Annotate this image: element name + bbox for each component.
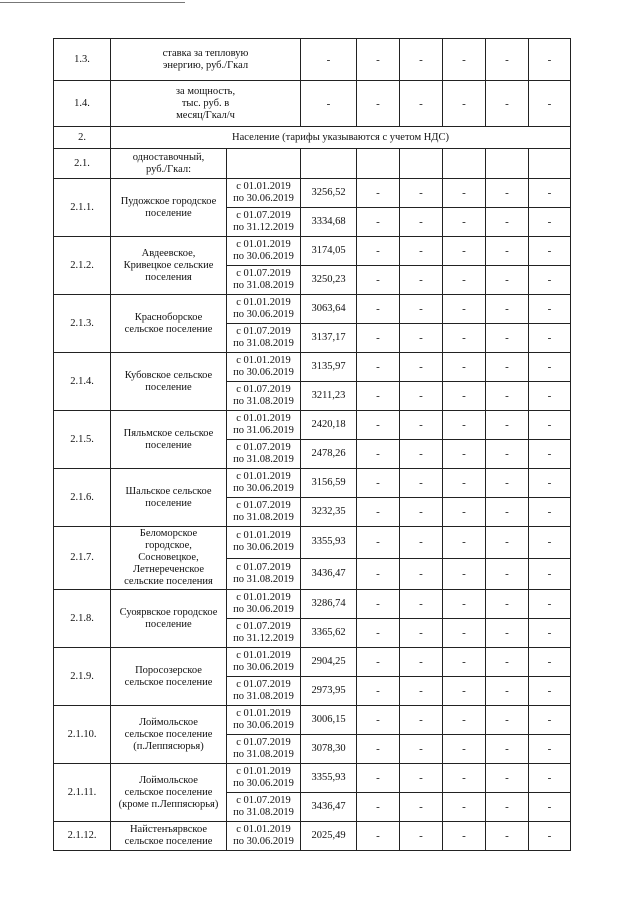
settlement-name: Лоймольское сельское поселение (п.Леппясюрья) [111,706,227,764]
dash-cell: - [529,498,571,527]
settlement-name: Суоярвское городское поселение [111,590,227,648]
tariff-value: 3135,97 [301,353,357,382]
dash-cell: - [400,440,443,469]
dash-cell: - [443,179,486,208]
dash-cell: - [443,764,486,793]
dash-cell: - [357,411,400,440]
header-rule [0,2,185,3]
tariff-value: 2025,49 [301,822,357,851]
dash-cell: - [529,208,571,237]
dash-cell: - [529,39,571,81]
tariff-value: 3211,23 [301,382,357,411]
settlement-name: Красноборское сельское поселение [111,295,227,353]
row-name: ставка за тепловую энергию, руб./Гкал [111,39,301,81]
period-cell: с 01.07.2019 по 31.08.2019 [227,440,301,469]
dash-cell: - [400,706,443,735]
period-cell: с 01.01.2019 по 30.06.2019 [227,527,301,559]
settlement-name: Пяльмское сельское поселение [111,411,227,469]
dash-cell: - [357,648,400,677]
dash-cell: - [443,706,486,735]
dash-cell: - [529,648,571,677]
period-cell: с 01.07.2019 по 31.12.2019 [227,208,301,237]
dash-cell: - [486,411,529,440]
dash-cell: - [400,295,443,324]
dash-cell: - [443,648,486,677]
dash-cell: - [486,677,529,706]
dash-cell: - [357,793,400,822]
row-number: 2.1.10. [54,706,111,764]
dash-cell: - [357,498,400,527]
row-number: 2.1. [54,149,111,179]
dash-cell: - [443,266,486,295]
dash-cell: - [529,411,571,440]
dash-cell: - [357,208,400,237]
dash-cell: - [400,793,443,822]
dash-cell: - [357,295,400,324]
tariff-value: 3078,30 [301,735,357,764]
tariff-value: 3286,74 [301,590,357,619]
dash-cell: - [486,353,529,382]
row-number: 2.1.4. [54,353,111,411]
dash-cell: - [357,39,400,81]
dash-cell: - [357,619,400,648]
dash-cell: - [400,382,443,411]
tariff-value: 3063,64 [301,295,357,324]
tariff-value: 3006,15 [301,706,357,735]
empty-cell [357,149,400,179]
table-row [54,39,571,81]
dash-cell: - [529,179,571,208]
section-title: Население (тарифы указываются с учетом НДС) [111,127,571,149]
dash-cell: - [486,266,529,295]
row-number: 2.1.11. [54,764,111,822]
table-row [54,353,571,382]
tariff-table [53,38,571,851]
dash-cell: - [529,527,571,559]
settlement-name: Найстенъярвское сельское поселение [111,822,227,851]
dash-cell: - [400,822,443,851]
dash-cell: - [486,558,529,590]
dash-cell: - [529,295,571,324]
dash-cell: - [400,558,443,590]
tariff-value: 3256,52 [301,179,357,208]
dash-cell: - [529,793,571,822]
dash-cell: - [443,353,486,382]
dash-cell: - [301,39,357,81]
dash-cell: - [486,469,529,498]
dash-cell: - [400,527,443,559]
tariff-value: 3355,93 [301,527,357,559]
dash-cell: - [400,179,443,208]
dash-cell: - [443,295,486,324]
dash-cell: - [400,619,443,648]
dash-cell: - [443,382,486,411]
dash-cell: - [529,706,571,735]
dash-cell: - [529,822,571,851]
dash-cell: - [486,440,529,469]
table-row [54,822,571,851]
dash-cell: - [357,440,400,469]
dash-cell: - [301,81,357,127]
dash-cell: - [357,822,400,851]
dash-cell: - [443,590,486,619]
dash-cell: - [486,706,529,735]
dash-cell: - [486,208,529,237]
dash-cell: - [443,822,486,851]
settlement-name: Пудожское городское поселение [111,179,227,237]
dash-cell: - [443,558,486,590]
dash-cell: - [443,411,486,440]
period-cell: с 01.07.2019 по 31.08.2019 [227,324,301,353]
dash-cell: - [486,822,529,851]
dash-cell: - [357,735,400,764]
settlement-name: Авдеевское, Кривецкое сельские поселения [111,237,227,295]
tariff-value: 3355,93 [301,764,357,793]
dash-cell: - [400,498,443,527]
table-row [54,81,571,127]
period-cell: с 01.01.2019 по 30.06.2019 [227,706,301,735]
dash-cell: - [400,81,443,127]
dash-cell: - [357,764,400,793]
row-number: 2.1.12. [54,822,111,851]
empty-cell [443,149,486,179]
dash-cell: - [443,527,486,559]
period-cell: с 01.01.2019 по 30.06.2019 [227,237,301,266]
period-cell: с 01.01.2019 по 30.06.2019 [227,822,301,851]
tariff-value: 3137,17 [301,324,357,353]
dash-cell: - [443,735,486,764]
dash-cell: - [400,237,443,266]
dash-cell: - [486,39,529,81]
dash-cell: - [529,81,571,127]
empty-cell [301,149,357,179]
settlement-name: Лоймольское сельское поселение (кроме п.Леппясюрья) [111,764,227,822]
dash-cell: - [486,295,529,324]
period-cell: с 01.07.2019 по 31.08.2019 [227,735,301,764]
tariff-value: 2420,18 [301,411,357,440]
period-cell: с 01.01.2019 по 30.06.2019 [227,648,301,677]
dash-cell: - [486,81,529,127]
period-cell: с 01.07.2019 по 31.12.2019 [227,619,301,648]
dash-cell: - [443,619,486,648]
tariff-value: 3174,05 [301,237,357,266]
tariff-value: 3436,47 [301,793,357,822]
table-row [54,764,571,793]
dash-cell: - [400,469,443,498]
period-cell: с 01.01.2019 по 30.06.2019 [227,353,301,382]
dash-cell: - [443,677,486,706]
dash-cell: - [486,648,529,677]
period-cell: с 01.07.2019 по 31.08.2019 [227,498,301,527]
period-cell: с 01.01.2019 по 30.06.2019 [227,179,301,208]
dash-cell: - [486,324,529,353]
dash-cell: - [443,469,486,498]
table-row [54,127,571,149]
table-row [54,648,571,677]
dash-cell: - [357,266,400,295]
dash-cell: - [400,208,443,237]
empty-cell [529,149,571,179]
dash-cell: - [400,266,443,295]
dash-cell: - [400,353,443,382]
period-cell: с 01.07.2019 по 31.08.2019 [227,382,301,411]
dash-cell: - [443,324,486,353]
dash-cell: - [529,324,571,353]
dash-cell: - [529,764,571,793]
dash-cell: - [486,793,529,822]
period-cell: с 01.07.2019 по 31.08.2019 [227,266,301,295]
dash-cell: - [529,237,571,266]
period-cell: с 01.01.2019 по 30.06.2019 [227,764,301,793]
dash-cell: - [529,735,571,764]
period-cell: с 01.01.2019 по 30.06.2019 [227,295,301,324]
dash-cell: - [400,648,443,677]
period-cell: с 01.01.2019 по 30.06.2019 [227,590,301,619]
tariff-value: 2904,25 [301,648,357,677]
dash-cell: - [400,324,443,353]
period-cell: с 01.07.2019 по 31.08.2019 [227,558,301,590]
tariff-value: 3156,59 [301,469,357,498]
dash-cell: - [400,735,443,764]
row-number: 2.1.5. [54,411,111,469]
row-number: 1.3. [54,39,111,81]
dash-cell: - [400,677,443,706]
dash-cell: - [443,440,486,469]
dash-cell: - [529,382,571,411]
row-number: 2.1.9. [54,648,111,706]
dash-cell: - [357,590,400,619]
period-cell: с 01.07.2019 по 31.08.2019 [227,793,301,822]
table-row [54,527,571,559]
dash-cell: - [357,81,400,127]
tariff-value: 2973,95 [301,677,357,706]
dash-cell: - [529,677,571,706]
dash-cell: - [400,411,443,440]
dash-cell: - [529,266,571,295]
table-row [54,411,571,440]
settlement-name: Поросозерское сельское поселение [111,648,227,706]
dash-cell: - [400,590,443,619]
dash-cell: - [486,590,529,619]
dash-cell: - [529,469,571,498]
empty-cell [227,149,301,179]
settlement-name: Беломорское городское, Сосновецкое, Летнереченское сельские поселения [111,527,227,590]
tariff-value: 3334,68 [301,208,357,237]
dash-cell: - [529,353,571,382]
tariff-value: 3250,23 [301,266,357,295]
dash-cell: - [400,764,443,793]
table-row [54,295,571,324]
dash-cell: - [529,440,571,469]
tariff-value: 3365,62 [301,619,357,648]
dash-cell: - [357,324,400,353]
dash-cell: - [529,590,571,619]
section-number: 2. [54,127,111,149]
period-cell: с 01.01.2019 по 30.06.2019 [227,469,301,498]
table-row [54,179,571,208]
dash-cell: - [443,237,486,266]
empty-cell [486,149,529,179]
dash-cell: - [357,677,400,706]
dash-cell: - [443,498,486,527]
tariff-value: 3232,35 [301,498,357,527]
settlement-name: Кубовское сельское поселение [111,353,227,411]
dash-cell: - [486,237,529,266]
dash-cell: - [400,39,443,81]
dash-cell: - [357,353,400,382]
dash-cell: - [529,558,571,590]
tariff-value: 3436,47 [301,558,357,590]
dash-cell: - [357,558,400,590]
dash-cell: - [357,179,400,208]
dash-cell: - [486,619,529,648]
dash-cell: - [443,793,486,822]
table-row [54,590,571,619]
dash-cell: - [357,706,400,735]
empty-cell [400,149,443,179]
dash-cell: - [357,527,400,559]
settlement-name: Шальское сельское поселение [111,469,227,527]
dash-cell: - [486,179,529,208]
dash-cell: - [443,39,486,81]
period-cell: с 01.01.2019 по 31.06.2019 [227,411,301,440]
row-number: 2.1.6. [54,469,111,527]
dash-cell: - [357,382,400,411]
dash-cell: - [443,208,486,237]
row-name: за мощность, тыс. руб. в месяц/Гкал/ч [111,81,301,127]
dash-cell: - [357,237,400,266]
dash-cell: - [486,527,529,559]
row-name: одноставочный, руб./Гкал: [111,149,227,179]
dash-cell: - [529,619,571,648]
dash-cell: - [357,469,400,498]
table-row [54,469,571,498]
table-row [54,237,571,266]
dash-cell: - [486,498,529,527]
table-row [54,149,571,179]
row-number: 2.1.3. [54,295,111,353]
row-number: 2.1.7. [54,527,111,590]
dash-cell: - [443,81,486,127]
row-number: 2.1.2. [54,237,111,295]
tariff-value: 2478,26 [301,440,357,469]
dash-cell: - [486,382,529,411]
period-cell: с 01.07.2019 по 31.08.2019 [227,677,301,706]
row-number: 2.1.1. [54,179,111,237]
table-row [54,706,571,735]
dash-cell: - [486,735,529,764]
dash-cell: - [486,764,529,793]
row-number: 1.4. [54,81,111,127]
row-number: 2.1.8. [54,590,111,648]
